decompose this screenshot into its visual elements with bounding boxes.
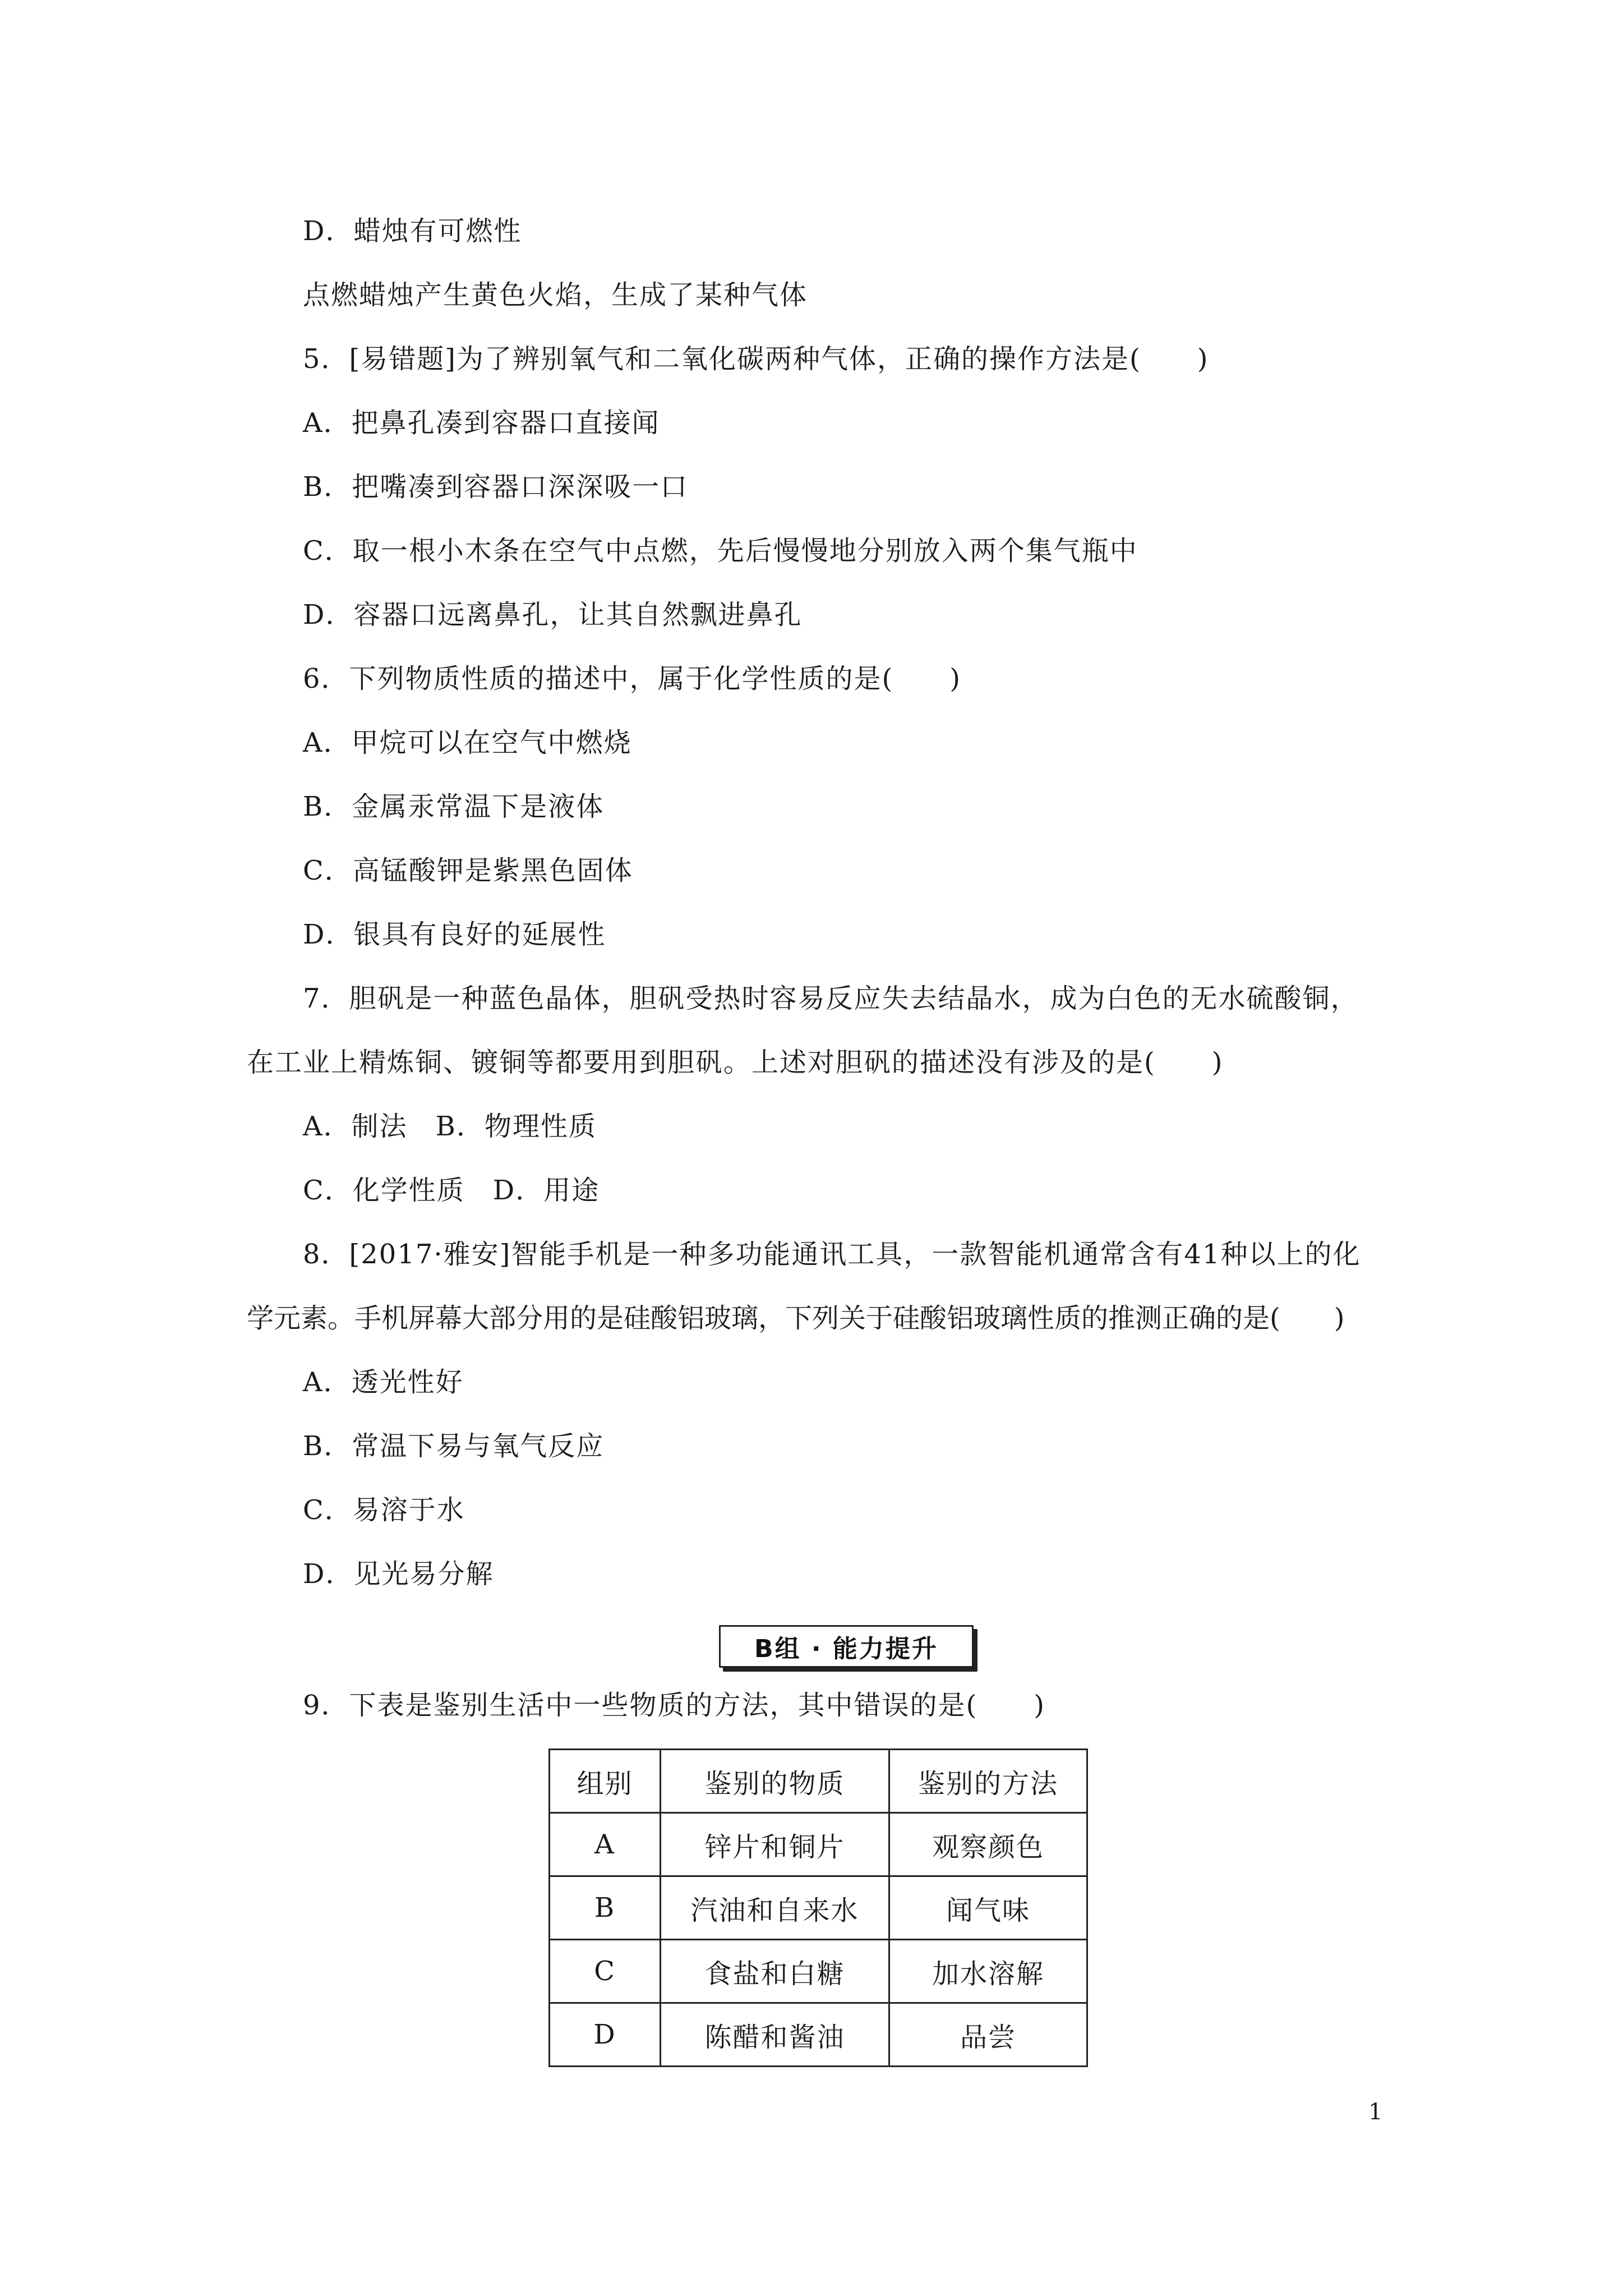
- table-header-cell: 组别: [550, 1750, 661, 1813]
- table-cell: A: [550, 1813, 661, 1876]
- option-8a: A．透光性好: [303, 1366, 464, 1398]
- question-9: 9．下表是鉴别生活中一些物质的方法，其中错误的是( ): [303, 1690, 1045, 1721]
- identification-table: [548, 1749, 1088, 2067]
- table-cell: 观察颜色: [889, 1813, 1087, 1876]
- option-7ab: A．制法 B．物理性质: [303, 1111, 597, 1142]
- option-8c: C．易溶于水: [303, 1494, 465, 1526]
- question-8-line1: 8．[2017·雅安]智能手机是一种多功能通讯工具，一款智能机通常含有41种以上的化: [303, 1239, 1361, 1270]
- table-row: [550, 1940, 1087, 2003]
- table-row: [550, 1813, 1087, 1876]
- table-cell: 品尝: [889, 2003, 1087, 2067]
- table-cell: 锌片和铜片: [661, 1813, 889, 1876]
- option-6b: B．金属汞常温下是液体: [303, 791, 605, 822]
- question-6: 6．下列物质性质的描述中，属于化学性质的是( ): [303, 663, 961, 694]
- option-6d: D．银具有良好的延展性: [303, 919, 606, 950]
- table-header-row: [550, 1750, 1087, 1813]
- table-cell: 陈醋和酱油: [661, 2003, 889, 2067]
- table-cell: C: [550, 1940, 661, 2003]
- table-cell: D: [550, 2003, 661, 2067]
- option-8b: B．常温下易与氧气反应: [303, 1430, 605, 1462]
- question-5: 5．[易错题]为了辨别氧气和二氧化碳两种气体，正确的操作方法是( ): [303, 343, 1209, 375]
- table-cell: B: [550, 1876, 661, 1940]
- option-6a: A．甲烷可以在空气中燃烧: [303, 727, 632, 758]
- question-7-line1: 7．胆矾是一种蓝色晶体，胆矾受热时容易反应失去结晶水，成为白色的无水硫酸铜，: [303, 983, 1359, 1014]
- table-cell: 加水溶解: [889, 1940, 1087, 2003]
- question-7-line2: 在工业上精炼铜、镀铜等都要用到胆矾。上述对胆矾的描述没有涉及的是( ): [247, 1047, 1224, 1078]
- option-5a: A．把鼻孔凑到容器口直接闻: [303, 407, 660, 439]
- answer-note: 点燃蜡烛产生黄色火焰，生成了某种气体: [303, 279, 808, 311]
- option-5c: C．取一根小木条在空气中点燃，先后慢慢地分别放入两个集气瓶中: [303, 535, 1138, 567]
- option-5b: B．把嘴凑到容器口深深吸一口: [303, 471, 689, 503]
- page-number: 1: [1368, 2099, 1383, 2125]
- option-5d: D．容器口远离鼻孔，让其自然飘进鼻孔: [303, 599, 803, 631]
- option-7cd: C．化学性质 D．用途: [303, 1175, 600, 1206]
- question-8-line2: 学元素。手机屏幕大部分用的是硅酸铝玻璃，下列关于硅酸铝玻璃性质的推测正确的是( ): [247, 1303, 1345, 1334]
- table-row: [550, 1876, 1087, 1940]
- table-cell: 食盐和白糖: [661, 1940, 889, 2003]
- option-8d: D．见光易分解: [303, 1558, 494, 1590]
- table-cell: 汽油和自来水: [661, 1876, 889, 1940]
- section-badge: B组 · 能力提升: [719, 1625, 974, 1668]
- option-6c: C．高锰酸钾是紫黑色固体: [303, 855, 633, 886]
- table-header-cell: 鉴别的方法: [889, 1750, 1087, 1813]
- table-row: [550, 2003, 1087, 2067]
- option-4d: D．蜡烛有可燃性: [303, 215, 522, 247]
- table-cell: 闻气味: [889, 1876, 1087, 1940]
- table-header-cell: 鉴别的物质: [661, 1750, 889, 1813]
